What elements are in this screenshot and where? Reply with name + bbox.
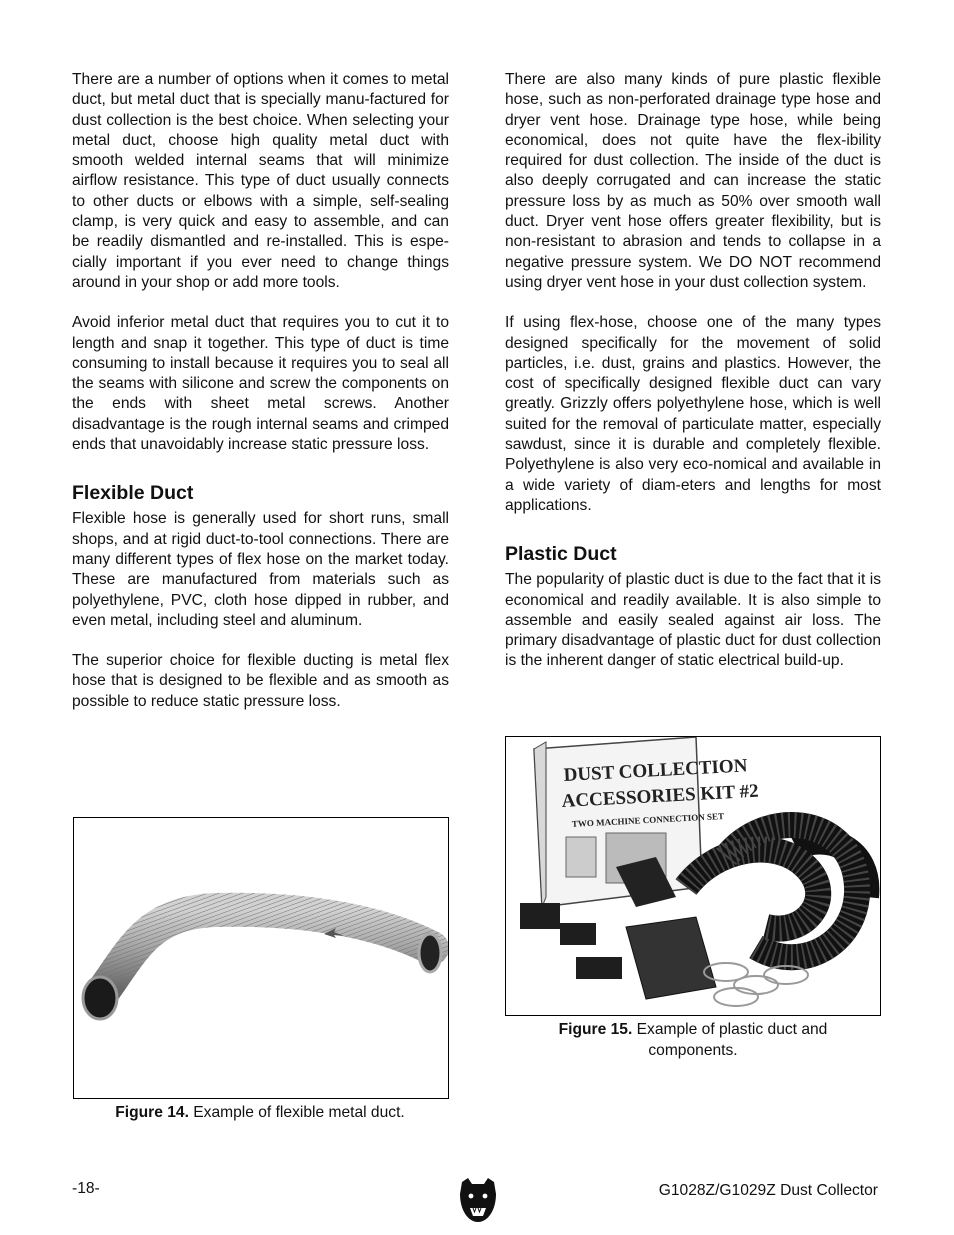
left-column — [72, 70, 449, 712]
model-name: G1028Z/G1029Z Dust Collector — [658, 1182, 878, 1199]
figure-15-caption — [524, 1019, 862, 1061]
box-title-line-1: DUST COLLECTION — [563, 755, 748, 786]
figure-15-label: Figure 15. — [558, 1021, 633, 1038]
plastic-duct-kit-illustration — [506, 737, 880, 1015]
figure-15-image — [505, 736, 881, 1016]
right-paragraph-2: If using flex-hose, choose one of the many types designed specifically for the movement of solid particles, i.e. dust, grains and plastics. However, the cost of specifically designed flexible duct can vary greatly. Grizzly offers polyethylene hose, which is well suited for the removal of particulate matter, especially sawdust, since it is durable and completely flexible. Polyethylene is also very eco-nomical and available in a wide variety of diam-eters and lengths for most applications. — [505, 314, 881, 514]
figure-15-text: Example of plastic duct and components. — [632, 1021, 828, 1059]
box-title-line-2: ACCESSORIES KIT #2 — [561, 780, 760, 812]
right-paragraph-3: The popularity of plastic duct is due to the fact that it is economical and readily available. It is also simple to assemble and easily sealed against air loss. The primary disadvantage of plastic duct for dust collection is the inherent danger of static electrical build-up. — [505, 571, 881, 670]
right-paragraph-1: There are also many kinds of pure plastic flexible hose, such as non-perforated drainage type hose and dryer vent hose. Drainage type hose, while being economical, does not quite have the flex-ibility required for dust collection. The inside of the duct is also deeply corrugated and can increase the static pressure loss by as much as 50% over smooth wall duct. Dryer vent hose offers greater flexibility, but is non-resistant to abrasion and tends to collapse in a negative pressure system. We DO NOT recommend using dryer vent hose in your dust collection system. — [505, 71, 881, 291]
figure-14-caption — [73, 1102, 447, 1123]
heading-plastic-duct: Plastic Duct — [505, 543, 617, 566]
left-paragraph-4: The superior choice for flexible ducting is metal flex hose that is designed to be flexible and as smooth as possible to reduce static pressure loss. — [72, 652, 449, 710]
right-column — [505, 70, 881, 672]
figure-14-label: Figure 14. — [115, 1104, 189, 1121]
page-number: -18- — [72, 1180, 100, 1197]
box-subtitle: TWO MACHINE CONNECTION SET — [571, 811, 725, 829]
bear-head-icon — [456, 1176, 500, 1224]
left-paragraph-3: Flexible hose is generally used for short runs, small shops, and at rigid duct-to-tool connections. There are many different types of flex hose on the market today. These are manufactured from materials such as polyethylene, PVC, cloth hose dipped in rubber, and even metal, including steel and aluminum. — [72, 510, 449, 629]
heading-flexible-duct: Flexible Duct — [72, 482, 194, 505]
figure-14-text: Example of flexible metal duct. — [188, 1104, 405, 1121]
left-paragraph-1: There are a number of options when it comes to metal duct, but metal duct that is specially manu-factured for dust collection is the best choice. When selecting your metal duct, choose high quality metal duct with smooth welded internal seams that will minimize airflow resistance. This type of duct usually connects to other ducts or elbows with a simple, self-sealing clamp, is very quick and easy to assemble, and can be readily dismantled and re-installed. This is espe-cially important if you ever need to change things around in your shop or add more tools. — [72, 71, 449, 291]
left-paragraph-2: Avoid inferior metal duct that requires you to cut it to length and snap it together. This type of duct is time consuming to install because it requires you to seal all the seams with silicone and screw the components on the ends with sheet metal screws. Another disadvantage is the rough internal seams and crimped ends that unavoidably increase static pressure loss. — [72, 314, 449, 454]
figure-14-image — [73, 817, 449, 1099]
flexible-metal-duct-illustration — [74, 818, 448, 1098]
